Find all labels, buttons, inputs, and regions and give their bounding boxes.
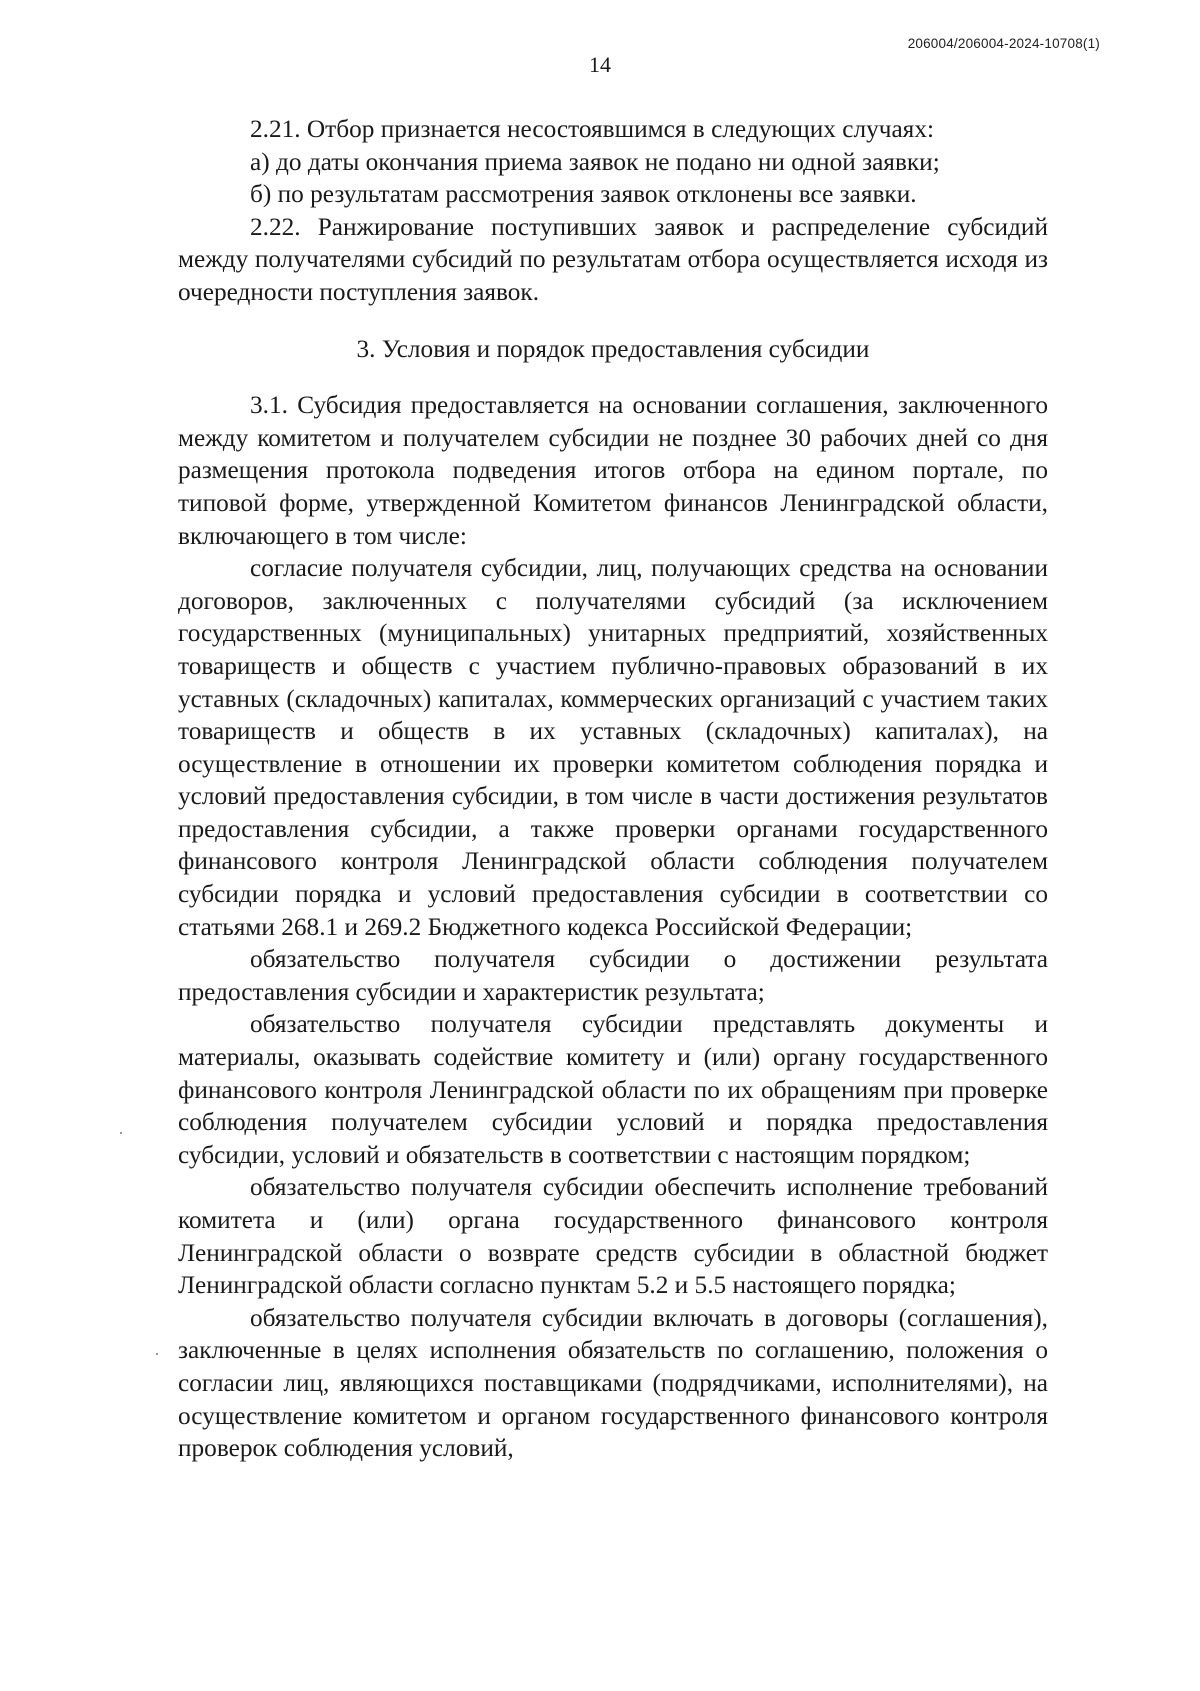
paragraph-obligation-documents: обязательство получателя субсидии представлять документы и материалы, оказывать содействие комитету и (или) органу государственного финансового контроля Ленинградской области по их обращениям при проверке соблюдения получателем субсидии условий и порядка предоставления субсидии, условий и обязательств в соответствии с настоящим порядком;	[178, 1010, 1048, 1169]
paragraph-2-22: 2.22. Ранжирование поступивших заявок и распределение субсидий между получателями субсидий по результатам отбора осуществляется исходя из очередности поступления заявок.	[178, 212, 1048, 306]
paragraph-consent: согласие получателя субсидии, лиц, получающих средства на основании договоров, заключенных с получателями субсидий (за исключением государственных (муниципальных) унитарных предприятий, хозяйственных товариществ и обществ с участием публично-правовых образований в их уставных (складочных) капиталах, коммерческих организаций с участием таких товариществ и обществ в их уставных (складочных) капиталах), на осуществление в отношении их проверки комитетом соблюдения порядка и условий предоставления субсидии, в том числе в части достижения результатов предоставления субсидии, а также проверки органами государственного финансового контроля Ленинградской области соблюдения получателем субсидии порядка и условий предоставления субсидии в соответствии со статьями 268.1 и 269.2 Бюджетного кодекса Российской Федерации;	[178, 554, 1048, 941]
scan-speck	[156, 1353, 158, 1355]
paragraph-2-21-b: б) по результатам рассмотрения заявок отклонены все заявки.	[250, 180, 917, 209]
section-heading: 3. Условия и порядок предоставления субсидии	[356, 334, 870, 363]
paragraph-obligation-contracts: обязательство получателя субсидии включать в договоры (соглашения), заключенные в целях исполнения обязательств по соглашению, положения о согласии лиц, являющихся поставщиками (подрядчиками, исполнителями), на осуществление комитетом и органом государственного финансового контроля проверок соблюдения условий,	[178, 1303, 1048, 1463]
document-body	[178, 113, 1048, 1465]
scan-speck	[120, 1132, 122, 1134]
paragraph-3-1: 3.1. Субсидия предоставляется на основании соглашения, заключенного между комитетом и получателем субсидии не позднее 30 рабочих дней со дня размещения протокола подведения итогов отбора на едином портале, по типовой форме, утвержденной Комитетом финансов Ленинградской области, включающего в том числе:	[178, 391, 1048, 550]
page-number: 14	[589, 52, 611, 77]
document-id: 206004/206004-2024-10708(1)	[907, 36, 1100, 51]
paragraph-obligation-result: обязательство получателя субсидии о достижении результата предоставления субсидии и характеристик результата;	[178, 945, 1048, 1006]
paragraph-2-21: 2.21. Отбор признается несостоявшимся в следующих случаях:	[250, 115, 934, 143]
paragraph-2-21-a: а) до даты окончания приема заявок не подано ни одной заявки;	[250, 147, 940, 176]
paragraph-obligation-return: обязательство получателя субсидии обеспечить исполнение требований комитета и (или) органа государственного финансового контроля Ленинградской области о возврате средств субсидии в областной бюджет Ленинградской области согласно пунктам 5.2 и 5.5 настоящего порядка;	[178, 1173, 1048, 1300]
